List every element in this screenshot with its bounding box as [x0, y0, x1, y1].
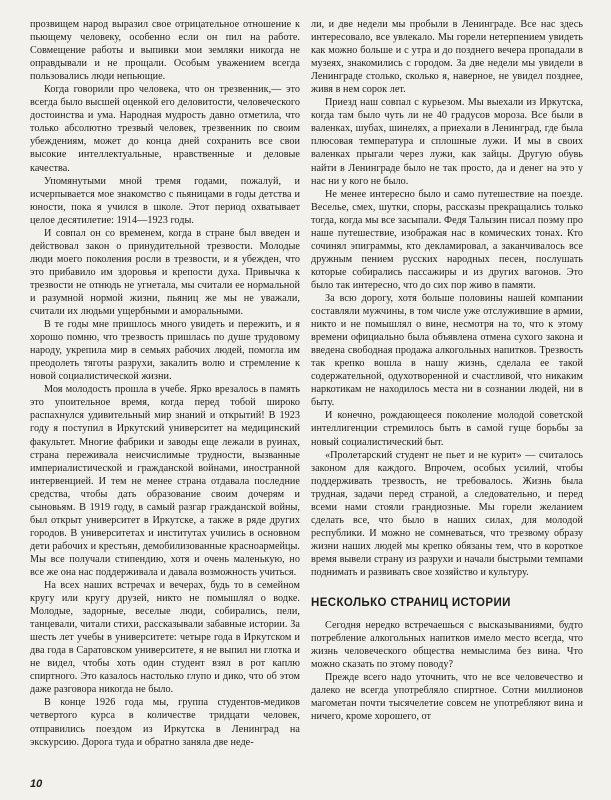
paragraph: В конце 1926 года мы, группа студентов-медиков четвертого курса в количестве тридцати человек, отправились поездом из Иркутска в Ленинград на экскурсию. Дорога туда и обратно заняла две неде- — [30, 697, 300, 748]
left-column — [30, 18, 300, 749]
paragraph: На всех наших встречах и вечерах, будь то в семейном кругу или кругу друзей, никто не помышлял о водке. Молодые, задорные, веселые люди, собирались, пели, танцевали, читали стихи, рассказывали забавные истории. За шесть лет учебы в университете: четыре года в Иркутском и два года в Саратовском университете, я не выпил ни глотка и не видел, чтобы хоть один студент взял в рот каплю спиртного. Это казалось настолько глупо и дико, что об этом даже разговора никогда не было. — [30, 580, 300, 696]
paragraph: Упомянутыми мной тремя годами, пожалуй, и исчерпывается мое знакомство с пьяницами в годы детства и юности, пока я учился в школе. Этот период охватывает целое десятилетие: 1914—1923 годы. — [30, 175, 300, 226]
paragraph: Не менее интересно было и само путешествие на поезде. Веселье, смех, шутки, споры, рассказы прекращались только тогда, когда мы все засыпали. Федя Талызин писал поэму про наше путешествие, изображая нас в комических тонах. Кто сочинял эпиграммы, кто декламировал, а заканчивалось все дружным пением русских народных песен, послушать которые собирались пассажиры и из других вагонов. Это было так интересно, что до сих пор живо в памяти. — [311, 188, 583, 291]
paragraph: И совпал он со временем, когда в стране был введен и действовал закон о принудительной трезвости. Молодые люди моего поколения росли в трезвости, и я убежден, что это прибавило им здоровья и крепости духа. Привычка к трезвости не отнюдь не угнетала, мы считали ее нормальной и разумной нормой жизни, пьяниц же мы не уважали, считали их людьми ущербными и аморальными. — [30, 227, 300, 318]
paragraph: И конечно, рождающееся поколение молодой советской интеллигенции стремилось быть в самой гуще борьбы за новый социалистический быт. — [311, 410, 583, 448]
paragraph: Моя молодость прошла в учебе. Ярко врезалось в память это упоительное время, когда перед тобой широко распахнулся удивительный мир знаний и открытий! В 1923 году я поступил в Иркутский университет на медицинский факультет. Многие фабрики и заводы еще лежали в руинах, страна переживала неисчислимые трудности, вызванные империалистической и гражданской войнами, иностранной интервенцией. И тем не менее страна отдавала последние средства, чтобы дать образование своим дочерям и сыновьям. В 1919 году, в самый разгар гражданской войны, был открыт университет в Иркутске, а также в ряде других городов. В университетах и институтах учились в основном дети рабочих и крестьян, демобилизованные красноармейцы. Мы все получали стипендию, хотя и очень маленькую, но все же она нас поддерживала и давала возможность учиться. — [30, 384, 300, 578]
paragraph: За всю дорогу, хотя больше половины нашей компании составляли мужчины, в том числе уже отслужившие в армии, никто и не помышлял о вине, несмотря на то, что к этому времени официально была объявлена отмена сухого закона и введена свободная продажа алкогольных напитков. Трезвость так крепко вошла в нашу жизнь, сделала ее такой содержательной, одухотворенной и счастливой, что никаким наркотикам не находилось места ни в сознании людей, ни в быту. — [311, 292, 583, 409]
paragraph: ли, и две недели мы пробыли в Ленинграде. Все нас здесь интересовало, все увлекало. Мы горели нетерпением увидеть как можно больше и с утра и до позднего вечера пропадали в музеях, знакомились с городом. За две недели мы увидели в Ленинграде столько, сколько я, наверное, не увидел позднее, живя в нем сорок лет. — [311, 19, 583, 96]
paragraph: Прежде всего надо уточнить, что не все человечество и далеко не всегда употребляло спиртное. Сотни миллионов магометан почти тысячелетие совсем не употребляют вина и ничего, кроме хорошего, от — [311, 672, 583, 723]
page-number: 10 — [30, 778, 43, 790]
paragraph: прозвищем народ выразил свое отрицательное отношение к пьющему человеку, особенно если он пил на работе. Совмещение работы и выпивки мои земляки никогда не оправдывали и не прощали. Особым уважением всегда пользовались люди непьющие. — [30, 19, 300, 83]
paragraph: Приезд наш совпал с курьезом. Мы выехали из Иркутска, когда там было чуть ли не 40 градусов мороза. Все были в валенках, шубах, шинелях, а приехали в Ленинград, где была плюсовая температура и сплошные лужи. И мы в своих валенках прыгали через лужи, как зайцы. Другую обувь найти в Ленинграде было не так просто, да и денег на это у нас ни у кого не было. — [311, 97, 583, 187]
paragraph: Сегодня нередко встречаешься с высказываниями, будто потребление алкогольных напитков имело место всегда, что жизнь человеческого общества немыслима без вина. Что можно сказать по этому поводу? — [311, 620, 583, 671]
paragraph: «Пролетарский студент не пьет и не курит» — считалось законом для каждого. Впрочем, особых усилий, чтобы поддерживать трезвость, не требовалось. Жизнь была трудная, задачи перед страной, а следовательно, и перед всеми нами стояли грандиозные. Мы горели желанием сделать все, что было в наших силах, для молодой республики. И можно не сомневаться, что трезвому образу жизни наших людей мы крепко обязаны тем, что в короткое время вывели страну из разрухи и начали быстрыми темпами поднимать и развивать свое хозяйство и культуру. — [311, 449, 583, 578]
right-column — [311, 18, 583, 723]
section-heading: НЕСКОЛЬКО СТРАНИЦ ИСТОРИИ — [311, 597, 511, 610]
paragraph: Когда говорили про человека, что он трезвенник,— это всегда было высшей оценкой его деловитости, человеческого достоинства и ума. Народная мудрость давно отметила, что только абсолютно трезвый человек, трезвенник по своим убеждениям, может до конца дней сохранить все свои высокие интеллектуальные, нравственные и деловые качества. — [30, 84, 300, 174]
paragraph: В те годы мне пришлось много увидеть и пережить, и я хорошо помню, что трезвость пришлась по душе трудовому народу, укрепила мир в семьях рабочих людей, помогла им преодолеть тяготы разрухи, закалить волю и стремление к новой социалистической жизни. — [30, 319, 300, 383]
